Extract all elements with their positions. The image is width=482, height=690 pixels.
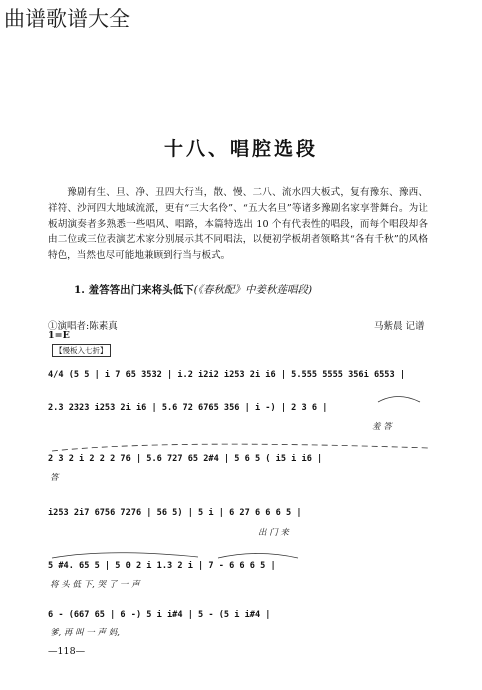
intro-text: 豫剧有生、旦、净、丑四大行当，散、慢、二八、流水四大板式，复有豫东、豫西、祥符、沙河四大地域流派，更有“三大名伶”、“五大名旦”等诸多豫剧名家享誉舞台。为让板胡演奏者多熟悉一些唱风、唱路，本篇特选出 10 个有代表性的唱段，而每个唱段却各由二位或三位表演艺术家分别展示其不同唱法，以便初学板胡者领略其“各有千秋”的风格特色，当然也尽可能地兼顾到行当与板式。: [48, 187, 428, 262]
tempo-marking: 【慢板入七折】: [52, 344, 111, 357]
slur-line-2: [48, 393, 436, 403]
recorder-credit: 马紫晨 记谱: [374, 321, 425, 332]
lyric-line-5: 将 头 低 下, 哭 了 一 声: [50, 580, 140, 590]
score-line-1: 4/4 (5 5 | i 7 65 3532 | i.2 i2i2 i253 2i i6 | 5.555 5555 356i 6553 |: [48, 370, 405, 380]
lyric-line-6: 爹, 再 叫 一 声 妈,: [50, 628, 120, 638]
score-line-5: 5 #4. 65 5 | 5 0 2 i 1.3 2 i | 7 - 6 6 6 5 |: [48, 561, 276, 571]
score-line-4: i253 2i7 6756 7276 | 56 5) | 5 i | 6 27 6 6 6 5 |: [48, 508, 302, 518]
key-signature: 1=E: [48, 330, 70, 341]
chapter-title: 十八、唱腔选段: [163, 138, 318, 160]
section-source: (《春秋配》中姜秋莲唱段): [193, 284, 313, 296]
score-line-6: 6 - (667 65 | 6 -) 5 i i#4 | 5 - (5 i i#4 |: [48, 610, 271, 620]
site-title: 曲谱歌谱大全: [4, 7, 130, 31]
score-line-2: 2.3 2323 i253 2i i6 | 5.6 72 6765 356 | i -) | 2 3 6 |: [48, 403, 328, 413]
slur-line-3: [48, 442, 436, 452]
slur-line-5: [48, 549, 436, 559]
singer-credit: ①演唱者:陈素真: [48, 321, 118, 332]
lyric-line-2: 羞 答: [372, 422, 392, 432]
intro-paragraph: [48, 185, 428, 264]
section-title: 1. 羞答答出门来将头低下: [74, 284, 194, 296]
page-number: —118—: [48, 646, 86, 657]
score-line-3: 2 3 2 i 2 2 2 76 | 5.6 727 65 2#4 | 5 6 5 ( i5 i i6 |: [48, 454, 323, 464]
lyric-line-4: 出 门 来: [258, 528, 289, 538]
lyric-line-3: 答: [50, 473, 59, 483]
section-heading: [74, 282, 312, 297]
